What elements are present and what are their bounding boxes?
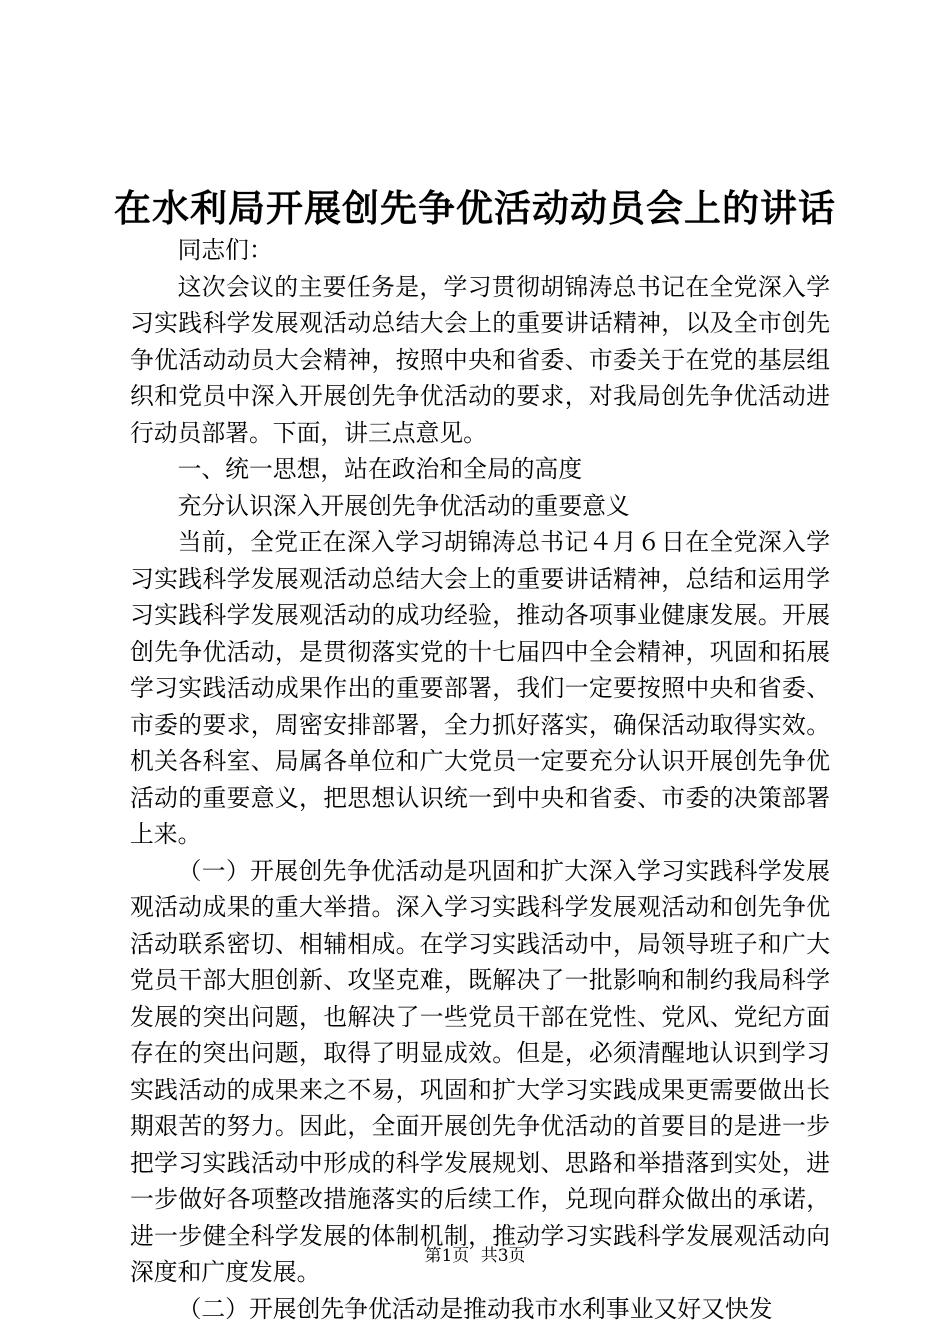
page-total: 共3页 bbox=[480, 1246, 526, 1266]
body-paragraph: 当前，全党正在深入学习胡锦涛总书记４月６日在全党深入学习实践科学发展观活动总结大会上的重要讲话精神，总结和运用学习实践科学发展观活动的成功经验，推动各项事业健康发展。开展创先争优活动，是贯彻落实党的十七届四中全会精神，巩固和拓展学习实践活动成果作出的重要部署，我们一定要按照中央和省委、市委的要求，周密安排部署，全力抓好落实，确保活动取得实效。机关各科室、局属各单位和广大党员一定要充分认识开展创先争优活动的重要意义，把思想认识统一到中央和省委、市委的决策部署上来。 bbox=[130, 528, 830, 848]
page-number: 第1页 bbox=[424, 1246, 470, 1266]
greeting-paragraph: 同志们： bbox=[177, 236, 273, 264]
section-subheading: 充分认识深入开展创先争优活动的重要意义 bbox=[177, 491, 630, 520]
page-footer bbox=[0, 1244, 950, 1268]
document-title: 在水利局开展创先争优活动动员会上的讲话 bbox=[114, 186, 836, 230]
body-paragraph: （一）开展创先争优活动是巩固和扩大深入学习实践科学发展观活动成果的重大举措。深入学习实践科学发展观活动和创先争优活动联系密切、相辅相成。在学习实践活动中，局领导班子和广大党员干部大胆创新、攻坚克难，既解决了一批影响和制约我局科学发展的突出问题，也解决了一些党员干部在党性、党风、党纪方面存在的突出问题，取得了明显成效。但是，必须清醒地认识到学习实践活动的成果来之不易，巩固和扩大学习实践成果更需要做出长期艰苦的努力。因此，全面开展创先争优活动的首要目的是进一步把学习实践活动中形成的科学发展规划、思路和举措落到实处，进一步做好各项整改措施落实的后续工作，兑现向群众做出的承诺，进一步健全科学发展的体制机制，推动学习实践科学发展观活动向深度和广度发展。 bbox=[130, 856, 830, 1286]
document-body bbox=[130, 232, 830, 1327]
body-paragraph: （二）开展创先争优活动是推动我市水利事业又好又快发 bbox=[177, 1294, 773, 1323]
intro-paragraph: 这次会议的主要任务是，学习贯彻胡锦涛总书记在全党深入学习实践科学发展观活动总结大会上的重要讲话精神，以及全市创先争优活动动员大会精神，按照中央和省委、市委关于在党的基层组织和党员中深入开展创先争优活动的要求，对我局创先争优活动进行动员部署。下面，讲三点意见。 bbox=[130, 272, 830, 447]
section-heading: 一、统一思想，站在政治和全局的高度 bbox=[177, 455, 583, 483]
